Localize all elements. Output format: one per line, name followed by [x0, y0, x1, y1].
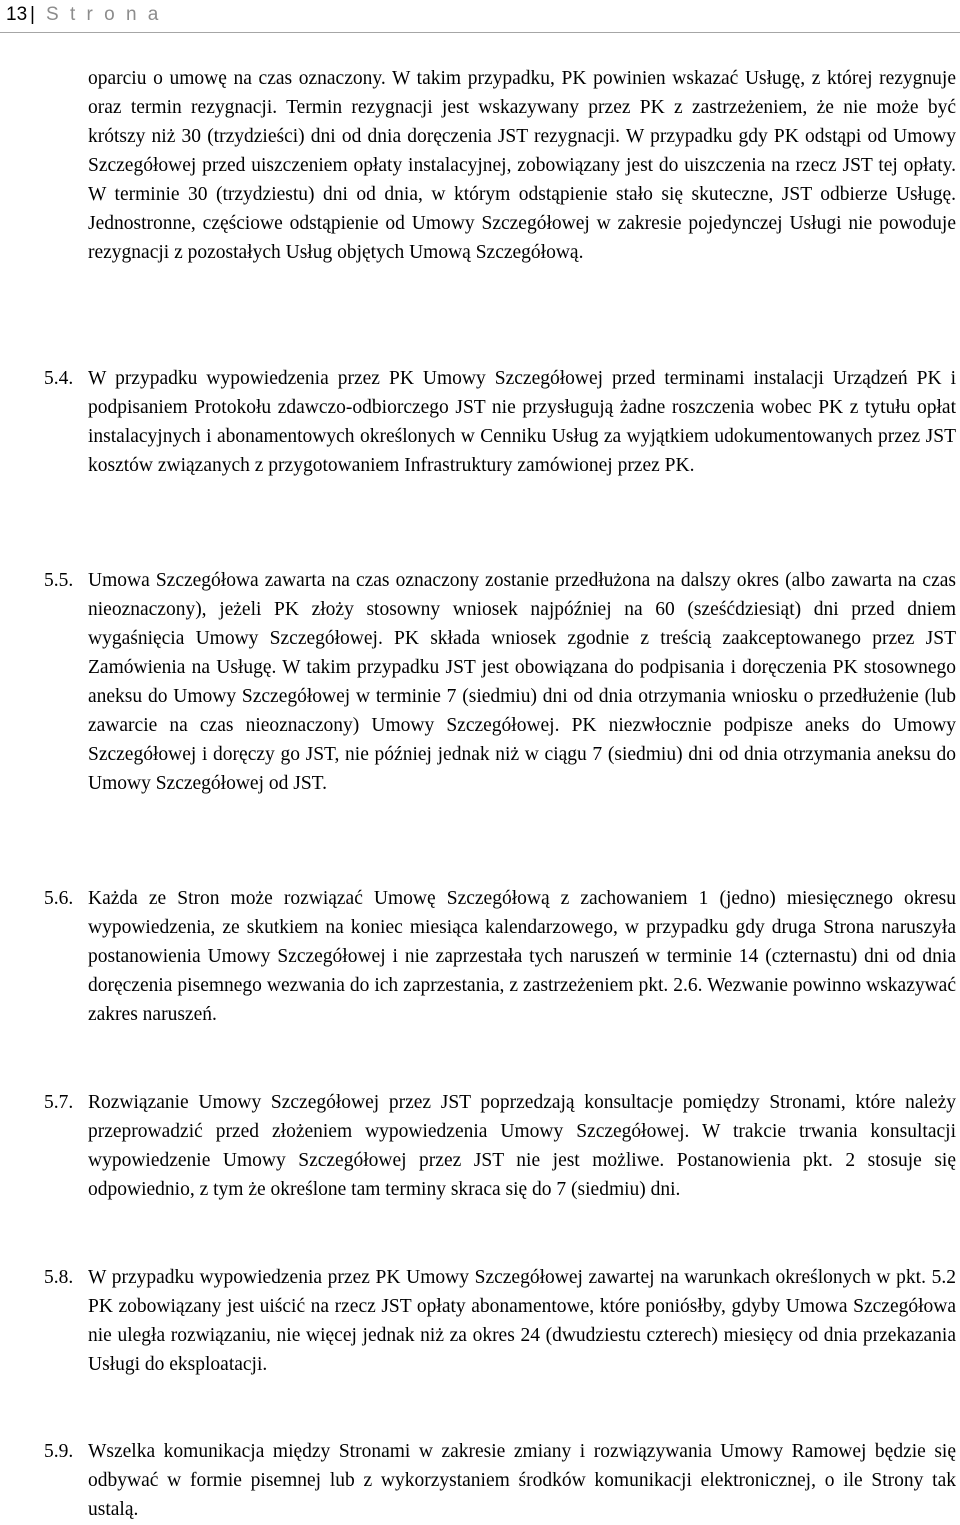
section-number-5-8: 5.8.	[44, 1267, 74, 1288]
section-number-5-9: 5.9.	[44, 1441, 74, 1462]
section-number-5-4: 5.4.	[44, 368, 74, 389]
paragraph-continuation: oparciu o umowę na czas oznaczony. W takim przypadku, PK powinien wskazać Usługę, z której rezygnuje oraz termin rezygnacji. Termin rezygnacji jest wskazywany przez PK z zastrzeżeniem, że nie może być krótszy niż 30 (trzydzieści) dni od dnia doręczenia JST rezygnacji. W przypadku gdy PK odstąpi od Umowy Szczegółowej przed uiszczeniem opłaty instalacyjnej, zobowiązany jest do uiszczenia na rzecz JST tej opłaty. W terminie 30 (trzydziestu) dni od dnia, w którym odstąpienie stało się skuteczne, JST odbierze Usługę. Jednostronne, częściowe odstąpienie od Umowy Szczegółowej w zakresie pojedynczej Usługi nie powoduje rezygnacji z pozostałych Usług objętych Umową Szczegółową.	[88, 68, 956, 263]
page-number: 13	[6, 4, 28, 25]
section-number-5-7: 5.7.	[44, 1092, 74, 1113]
section-number-5-5: 5.5.	[44, 570, 74, 591]
section-text-5-7: Rozwiązanie Umowy Szczegółowej przez JST poprzedzają konsultacje pomiędzy Stronami, które należy przeprowadzić przed złożeniem wypowiedzenia Umowy Szczegółowej. W trakcie trwania konsultacji wypowiedzenie Umowy Szczegółowej przez JST nie jest możliwe. Postanowienia pkt. 2 stosuje się odpowiednio, z tym że określone tam terminy skraca się do 7 (siedmiu) dni.	[88, 1092, 956, 1200]
section-text-5-8: W przypadku wypowiedzenia przez PK Umowy Szczegółowej zawartej na warunkach określonych w pkt. 5.2 PK zobowiązany jest uiścić na rzecz JST opłaty abonamentowe, które poniósłby, gdyby Umowa Szczegółowa nie uległa rozwiązaniu, nie więcej jednak niż za okres 24 (dwudziestu czterech) miesięcy od dnia przekazania Usługi do eksploatacji.	[88, 1267, 956, 1375]
section-text-5-5: Umowa Szczegółowa zawarta na czas oznaczony zostanie przedłużona na dalszy okres (albo zawarta na czas nieoznaczony), jeżeli PK złoży stosowny wniosek najpóźniej na 60 (sześćdziesiąt) dni przed dniem wygaśnięcia Umowy Szczegółowej. PK składa wniosek zgodnie z treścią zaakceptowanego przez JST Zamówienia na Usługę. W takim przypadku JST jest obowiązana do podpisania i doręczenia PK stosownego aneksu do Umowy Szczegółowej w terminie 7 (siedmiu) dni od dnia otrzymania wniosku o przedłużenie (lub zawarcie na czas nieoznaczony) Umowy Szczegółowej. PK niezwłocznie podpisze aneks do Umowy Szczegółowej i doręczy go JST, nie później jednak niż w ciągu 7 (siedmiu) dni od dnia otrzymania aneksu do Umowy Szczegółowej od JST.	[88, 570, 956, 794]
page-header	[0, 0, 960, 30]
section-text-5-9: Wszelka komunikacja między Stronami w zakresie zmiany i rozwiązywania Umowy Ramowej będzie się odbywać w formie pisemnej lub z wykorzystaniem środków komunikacji elektronicznej, o ile Strony tak ustalą.	[88, 1441, 956, 1520]
section-text-5-4: W przypadku wypowiedzenia przez PK Umowy Szczegółowej przed terminami instalacji Urządzeń PK i podpisaniem Protokołu zdawczo-odbiorczego JST nie przysługują żadne roszczenia wobec PK z tytułu opłat instalacyjnych i abonamentowych określonych w Cenniku Usług za wyjątkiem udokumentowanych przez JST kosztów związanych z przygotowaniem Infrastruktury zamówionej przez PK.	[88, 368, 956, 476]
header-separator: |	[30, 4, 35, 25]
section-number-5-6: 5.6.	[44, 888, 74, 909]
header-label: S t r o n a	[46, 4, 162, 25]
section-text-5-6: Każda ze Stron może rozwiązać Umowę Szczegółową z zachowaniem 1 (jedno) miesięcznego okresu wypowiedzenia, ze skutkiem na koniec miesiąca kalendarzowego, w przypadku gdy druga Strona naruszyła postanowienia Umowy Szczegółowej i nie zaprzestała tych naruszeń w terminie 14 (czternastu) dni od dnia doręczenia pisemnego wezwania do ich zaprzestania, z zastrzeżeniem pkt. 2.6. Wezwanie powinno wskazywać zakres naruszeń.	[88, 888, 956, 1025]
header-rule	[0, 32, 960, 33]
